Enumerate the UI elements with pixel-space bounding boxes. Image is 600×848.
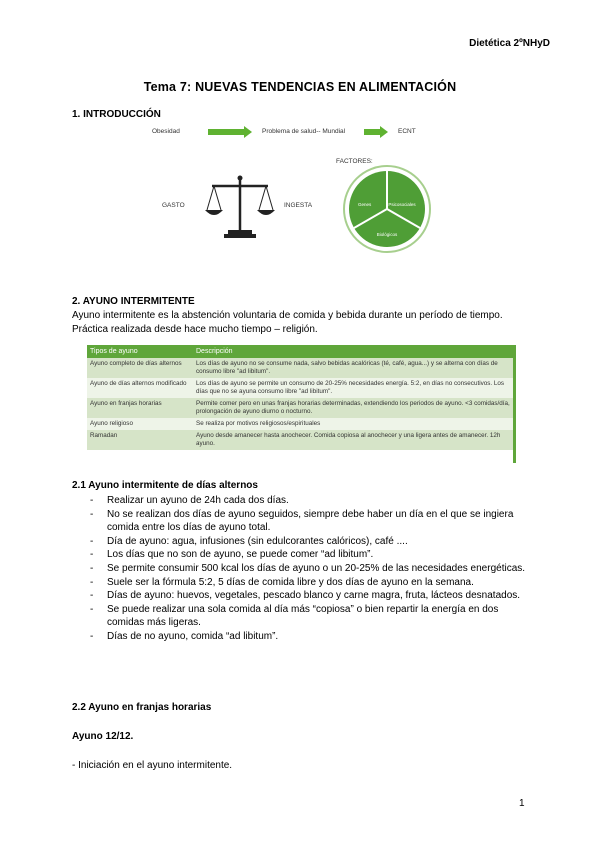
list-item: - Los días que no son de ayuno, se puede comer “ad libitum”. — [90, 548, 530, 562]
heading-dias-alternos: 2.1 Ayuno intermitente de días alternos — [72, 480, 258, 491]
table-cell: Ayuno completo de días alternos — [87, 358, 193, 378]
table-cell: Los días de ayuno se permite un consumo de 20-25% necesidades energía. 5:2, en días no consecutivos. Los días que no se ayuna consumo libre "ad libitum". — [193, 378, 515, 398]
pie-segment-biologicos: Biológicos — [376, 232, 398, 237]
heading-ayuno-intermitente: 2. AYUNO INTERMITENTE — [72, 296, 195, 307]
table-row — [87, 418, 515, 430]
list-item: - Se puede realizar una sola comida al día más “copiosa” o bien repartir la energía en dos comidas más ligeras. — [90, 603, 530, 630]
document-title: Tema 7: NUEVAS TENDENCIAS EN ALIMENTACIÓN — [143, 80, 457, 94]
table-cell: Permite comer pero en unas franjas horarias determinadas, extendiendo los periodos de ayuno. <3 comidas/día, prolongación de ayuno diurno o nocturno. — [193, 398, 515, 418]
dias-alternos-list — [90, 494, 530, 644]
table-cell: Ayuno de días alternos modificado — [87, 378, 193, 398]
paragraph-ayuno: Ayuno intermitente es la abstención voluntaria de comida y bebida durante un período de tiempo. Práctica realizada desde hace mucho tiempo – religión. — [72, 310, 503, 335]
label-factores: FACTORES: — [336, 158, 373, 165]
label-obesidad: Obesidad — [152, 128, 180, 135]
paragraph-iniciacion: - Iniciación en el ayuno intermitente. — [72, 760, 233, 771]
intro-figure — [150, 122, 450, 252]
heading-introduccion: 1. INTRODUCCIÓN — [72, 109, 161, 120]
list-item: - Se permite consumir 500 kcal los días de ayuno o un 20-25% de las necesidades energéticas. — [90, 562, 530, 576]
table-header-tipos: Tipos de ayuno — [87, 345, 193, 358]
table-cell: Ayuno desde amanecer hasta anochecer. Comida copiosa al anochecer y una ligera antes de amanecer. 12h ayuno. — [193, 430, 515, 450]
list-item: - Días de no ayuno, comida “ad libitum”. — [90, 630, 530, 644]
list-item: - Día de ayuno: agua, infusiones (sin edulcorantes calóricos), café .... — [90, 535, 530, 549]
table-side-accent — [513, 345, 516, 463]
table-cell: Se realiza por motivos religiosos/espirituales — [193, 418, 515, 430]
balance-scale-icon — [204, 174, 276, 242]
ayuno-types-table — [87, 345, 515, 450]
table-cell: Ayuno en franjas horarias — [87, 398, 193, 418]
table-cell: Los días de ayuno no se consume nada, salvo bebidas acalóricas (té, café, agua...) y se alterna con días de consumo libre "ad libitum". — [193, 358, 515, 378]
table-row — [87, 398, 515, 418]
table-header-row — [87, 345, 515, 358]
label-gasto: GASTO — [162, 202, 185, 209]
heading-franjas-horarias: 2.2 Ayuno en franjas horarias — [72, 702, 212, 713]
list-item: - No se realizan dos días de ayuno seguidos, siempre debe haber un día en el que se ingiera comida entre los días de ayuno total. — [90, 508, 530, 535]
list-item: - Días de ayuno: huevos, vegetales, pescado blanco y carne magra, fruta, lácteos desnatados. — [90, 589, 530, 603]
page-number: 1 — [519, 798, 525, 809]
arrow-right-icon — [364, 127, 388, 137]
table-cell: Ramadan — [87, 430, 193, 450]
factors-pie-diagram — [332, 162, 444, 254]
page-header: Dietética 2ºNHyD — [469, 38, 550, 49]
table-header-descripcion: Descripción — [193, 345, 515, 358]
label-ingesta: INGESTA — [284, 202, 313, 209]
list-item: - Realizar un ayuno de 24h cada dos días. — [90, 494, 530, 508]
table-cell: Ayuno religioso — [87, 418, 193, 430]
table-row — [87, 378, 515, 398]
heading-ayuno-12-12: Ayuno 12/12. — [72, 731, 134, 742]
label-problema-salud: Problema de salud-- Mundial — [262, 128, 346, 135]
table-row — [87, 358, 515, 378]
list-item: - Suele ser la fórmula 5:2, 5 días de comida libre y dos días de ayuno en la semana. — [90, 576, 530, 590]
label-ecnt: ECNT — [398, 128, 416, 135]
pie-segment-psicosociales: Psicosociales — [388, 202, 416, 207]
table-row — [87, 430, 515, 450]
pie-segment-genes: Genes — [358, 202, 372, 207]
arrow-right-icon — [208, 127, 252, 137]
